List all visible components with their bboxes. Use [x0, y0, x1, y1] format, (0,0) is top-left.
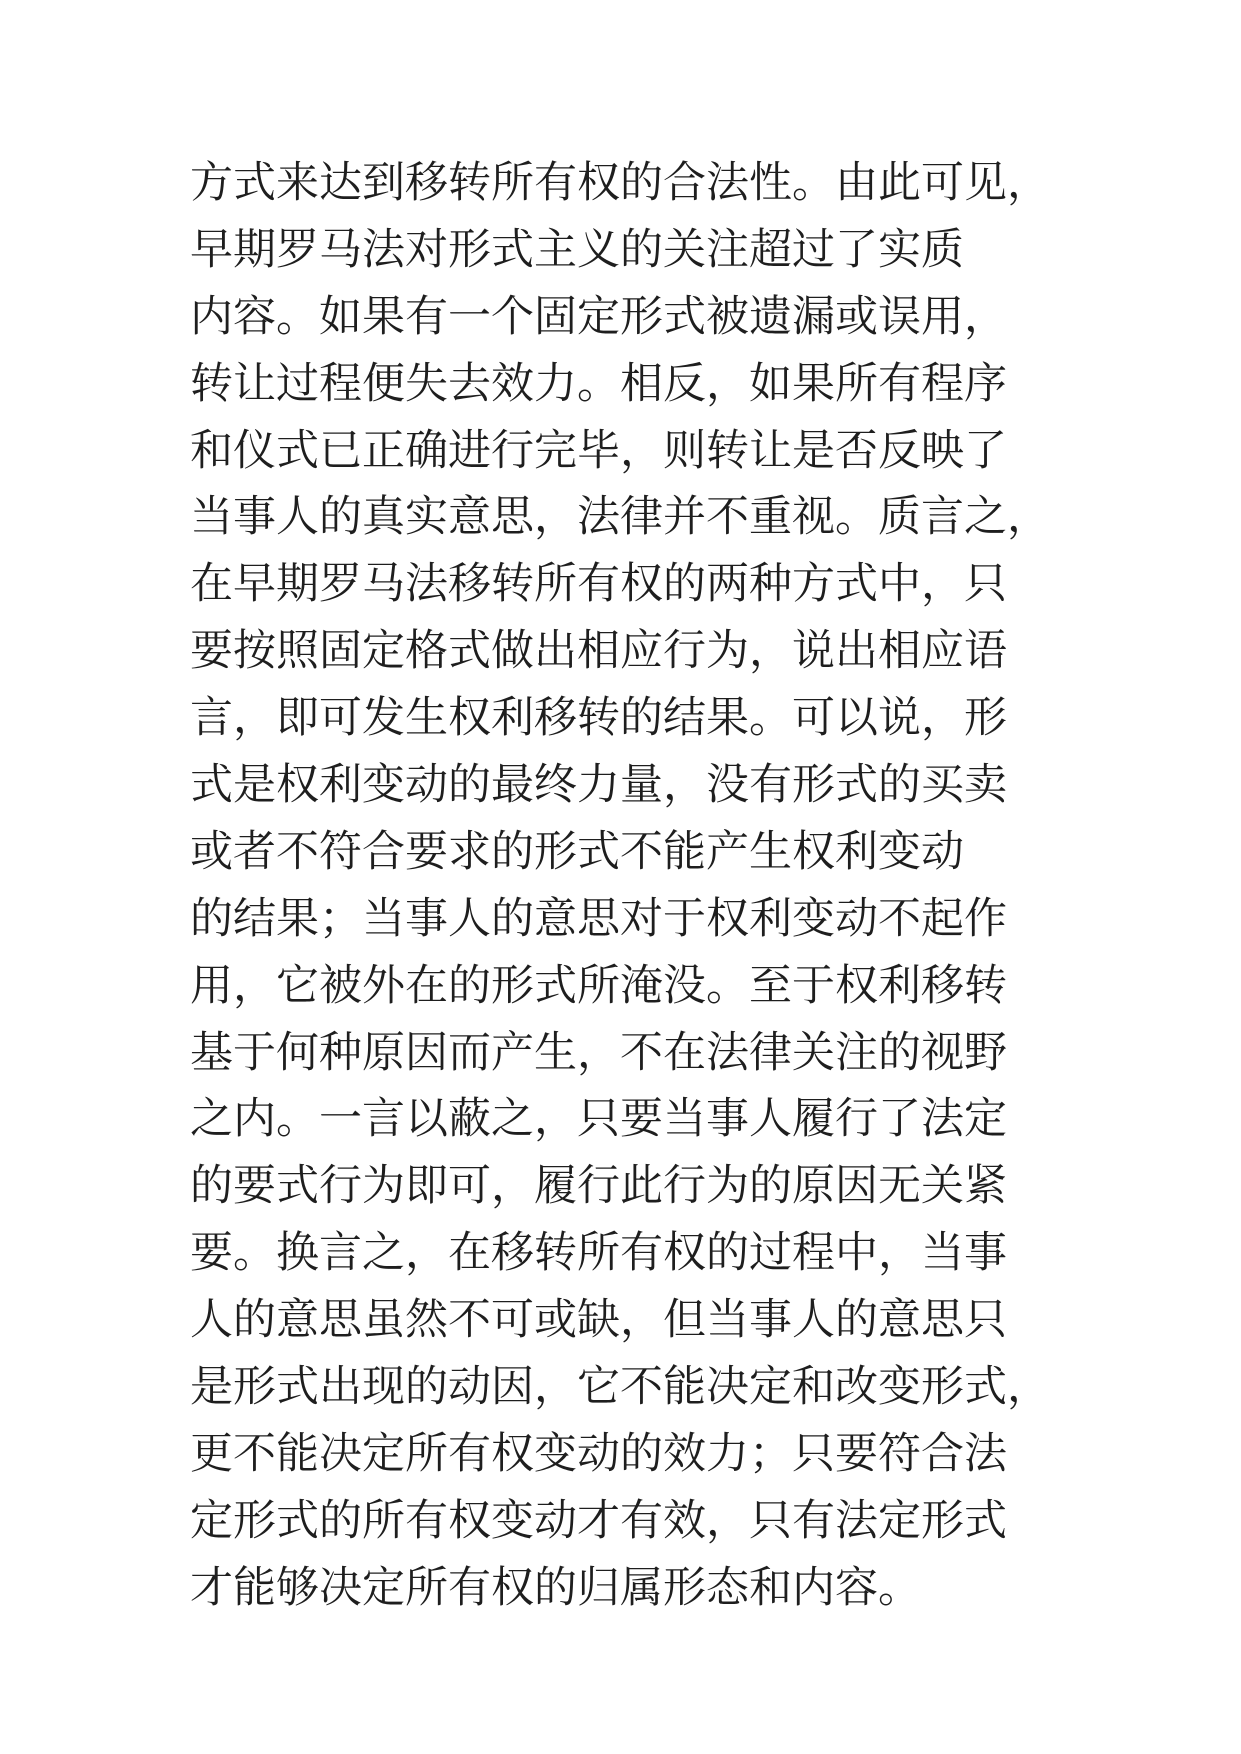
text-line: 更不能决定所有权变动的效力；只要符合法: [190, 1428, 1007, 1479]
text-line: 的结果；当事人的意思对于权利变动不起作: [190, 893, 1007, 944]
text-line: 之内。一言以蔽之，只要当事人履行了法定: [190, 1094, 1007, 1145]
text-line: 式是权利变动的最终力量，没有形式的买卖: [190, 760, 1007, 811]
text-line: 用，它被外在的形式所淹没。至于权利移转: [190, 960, 1007, 1011]
text-line: 和仪式已正确进行完毕，则转让是否反映了: [190, 425, 1007, 476]
text-line: 要。换言之，在移转所有权的过程中，当事: [190, 1228, 1007, 1279]
text-line: 早期罗马法对形式主义的关注超过了实质: [190, 224, 964, 275]
text-line: 定形式的所有权变动才有效，只有法定形式: [190, 1495, 1007, 1546]
text-line: 要按照固定格式做出相应行为，说出相应语: [190, 626, 1007, 677]
text-line: 基于何种原因而产生，不在法律关注的视野: [190, 1027, 1007, 1078]
text-line: 或者不符合要求的形式不能产生权利变动: [190, 826, 964, 877]
text-line: 当事人的真实意思，法律并不重视。质言之，: [190, 492, 1050, 543]
text-line: 转让过程便失去效力。相反，如果所有程序: [190, 358, 1007, 409]
text-line: 在早期罗马法移转所有权的两种方式中，只: [190, 559, 1007, 610]
text-line: 言，即可发生权利移转的结果。可以说，形: [190, 693, 1007, 744]
text-line: 方式来达到移转所有权的合法性。由此可见，: [190, 158, 1050, 208]
body-paragraph: [190, 150, 1110, 1622]
text-line: 的要式行为即可，履行此行为的原因无关紧: [190, 1161, 1007, 1212]
text-line: 内容。如果有一个固定形式被遗漏或误用，: [190, 291, 1007, 342]
text-line: 才能够决定所有权的归属形态和内容。: [190, 1562, 921, 1613]
text-line: 人的意思虽然不可或缺，但当事人的意思只: [190, 1295, 1007, 1346]
text-line: 是形式出现的动因，它不能决定和改变形式，: [190, 1362, 1050, 1413]
